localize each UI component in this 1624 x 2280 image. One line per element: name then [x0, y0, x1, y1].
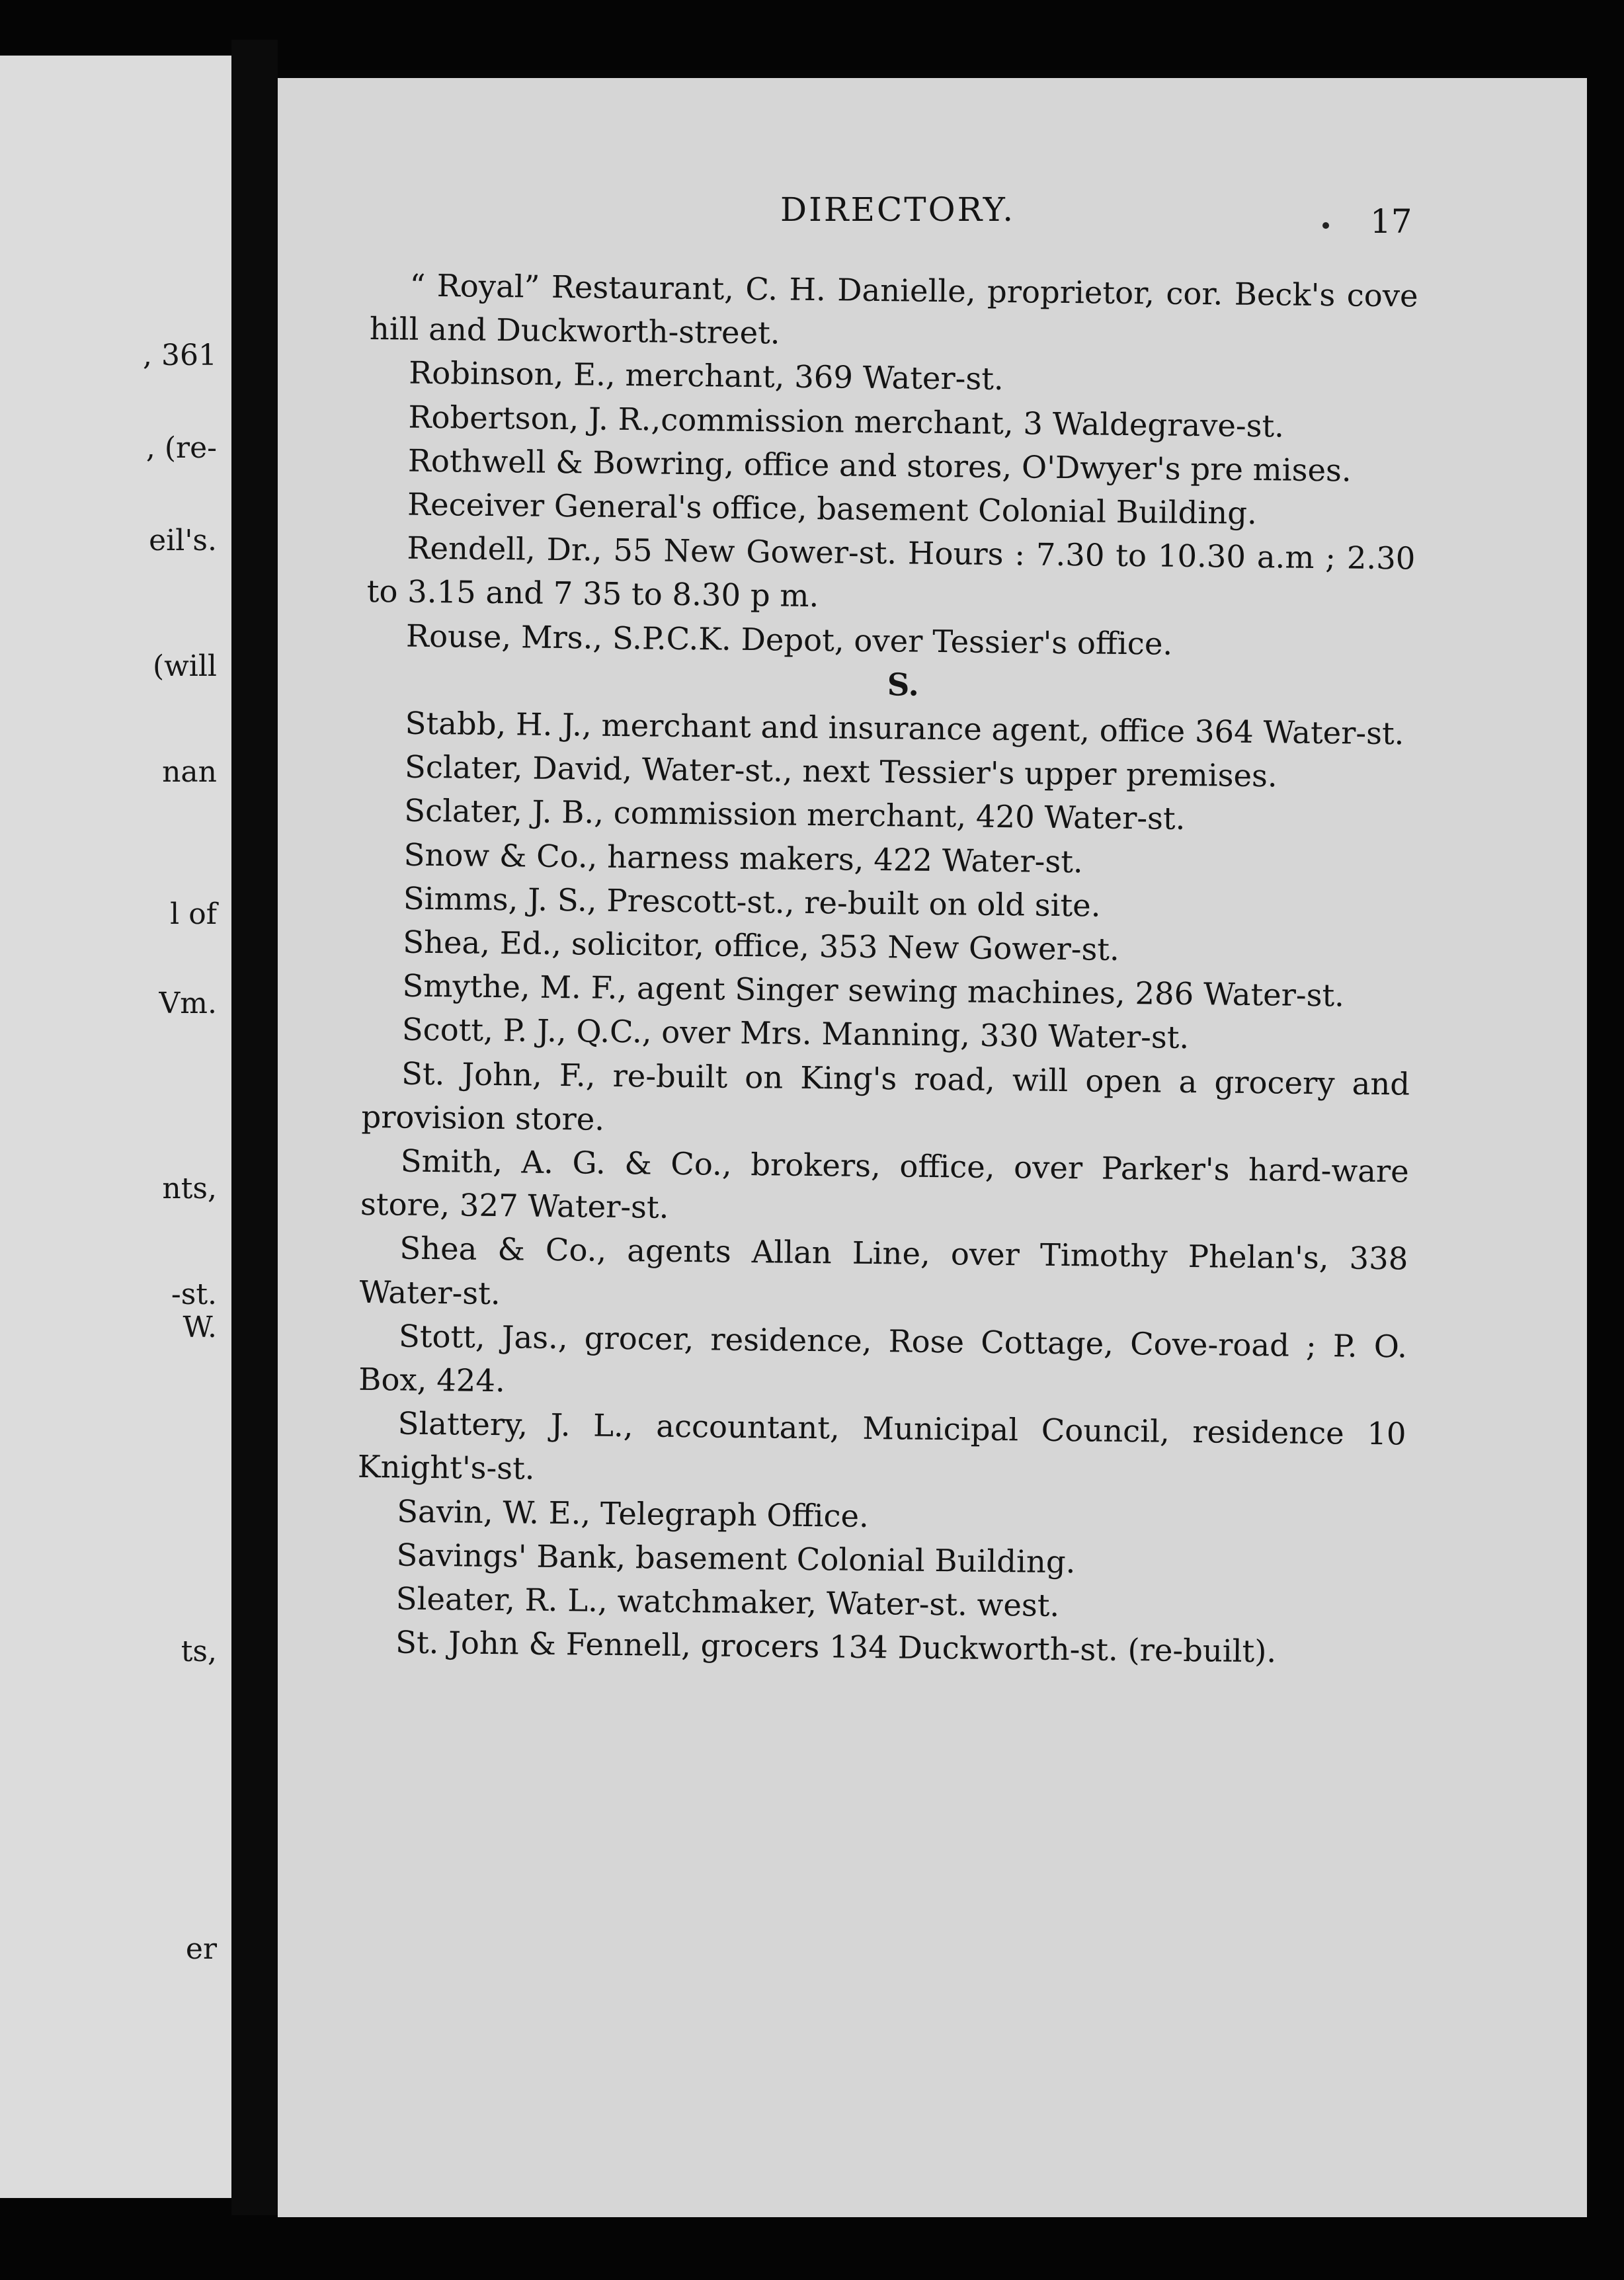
left-page-fragment: , 361: [143, 339, 217, 372]
directory-entry: Simms, J. S., Prescott-st., re-built on old site.: [403, 880, 1101, 924]
directory-entry: St. John, F., re-built on King's road, will open a grocery and provision store.: [361, 1055, 1410, 1137]
left-page-fragment: eil's.: [149, 524, 217, 557]
left-page-fragment: , (re-: [145, 431, 217, 465]
directory-entry: Sleater, R. L., watchmaker, Water-st. west.: [395, 1580, 1060, 1624]
directory-entry: Scott, P. J., Q.C., over Mrs. Manning, 330 Water-st.: [401, 1012, 1190, 1056]
directory-entry: Smith, A. G. & Co., brokers, office, over Parker's hard-ware store, 327 Water-st.: [360, 1143, 1409, 1226]
left-page-fragment: -st.: [171, 1278, 217, 1311]
left-page-fragment: l of: [170, 897, 217, 931]
directory-entry: Slattery, J. L., accountant, Municipal Council, residence 10 Knight's-st.: [357, 1405, 1406, 1487]
book-gutter: [231, 40, 278, 2215]
directory-entry: Shea, Ed., solicitor, office, 353 New Gower-st.: [402, 924, 1120, 967]
right-page: [278, 78, 1587, 2217]
directory-entry: “ Royal” Restaurant, C. H. Danielle, proprietor, cor. Beck's cove hill and Duckworth-street.: [369, 267, 1418, 351]
directory-entry: Robinson, E., merchant, 369 Water-st.: [408, 355, 1004, 397]
left-page-fragment: ts,: [181, 1635, 217, 1668]
page-title: DIRECTORY.: [780, 190, 1016, 229]
left-page-fragment: nts,: [162, 1172, 217, 1205]
directory-entries: [356, 263, 1418, 1675]
directory-entry: Receiver General's office, basement Colonial Building.: [407, 486, 1258, 532]
directory-entry: Savin, W. E., Telegraph Office.: [396, 1493, 870, 1534]
directory-entry: Snow & Co., harness makers, 422 Water-st.: [403, 836, 1084, 879]
directory-entry: Sclater, J. B., commission merchant, 420 Water-st.: [404, 793, 1186, 837]
directory-entry: Stott, Jas., grocer, residence, Rose Cottage, Cove-road ; P. O. Box, 424.: [358, 1318, 1408, 1399]
directory-entry: Shea & Co., agents Allan Line, over Timothy Phelan's, 338 Water-st.: [359, 1231, 1408, 1311]
left-page-fragment: er: [185, 1932, 217, 1966]
section-heading: S.: [887, 666, 920, 703]
directory-entry: Rothwell & Bowring, office and stores, O'Dwyer's pre mises.: [407, 442, 1352, 489]
left-page-edge: [0, 56, 231, 2198]
directory-entry: Savings' Bank, basement Colonial Building.: [396, 1537, 1076, 1580]
left-page-fragment: Vm.: [159, 987, 217, 1020]
directory-entry: Sclater, David, Water-st., next Tessier's upper premises.: [404, 749, 1278, 794]
directory-entry: Rouse, Mrs., S.P.C.K. Depot, over Tessier's office.: [405, 618, 1173, 662]
directory-entry: Smythe, M. F., agent Singer sewing machines, 286 Water-st.: [402, 967, 1345, 1014]
ink-speck: [1322, 222, 1329, 229]
left-page-fragment: W.: [183, 1311, 217, 1344]
left-page-fragment: (will: [152, 649, 217, 683]
left-page-fragment: nan: [162, 755, 217, 789]
directory-entry: Rendell, Dr., 55 New Gower-st. Hours : 7.30 to 10.30 a.m ; 2.30 to 3.15 and 7 35 to 8.30 p m.: [366, 530, 1416, 614]
page-number: 17: [1370, 202, 1412, 241]
directory-entry: Stabb, H. J., merchant and insurance agent, office 364 Water-st.: [405, 705, 1404, 752]
directory-entry: St. John & Fennell, grocers 134 Duckworth-st. (re-built).: [395, 1624, 1277, 1670]
directory-entry: Robertson, J. R.,commission merchant, 3 Waldegrave-st.: [408, 399, 1285, 444]
